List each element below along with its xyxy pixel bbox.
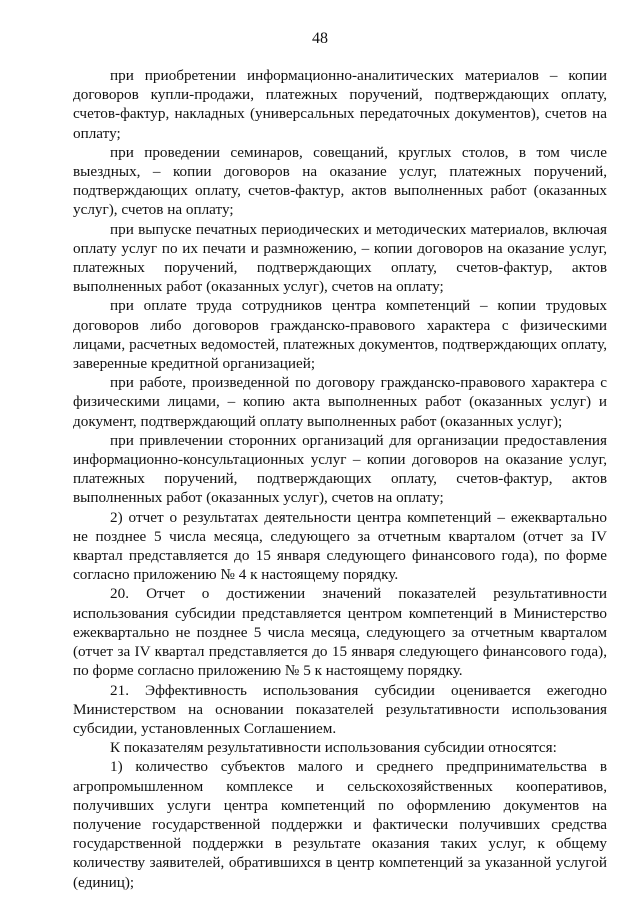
paragraph-third-party-organizations: при привлечении сторонних организаций для организации предоставления информационно-консультационных услуг – копии договоров на оказание услуг, платежных поручений, подтверждающих оплату, счетов-фактур, актов выполненных работ (оказанных услуг), счетов на оплату; (73, 431, 607, 507)
paragraph-clause-20: 20. Отчет о достижении значений показателей результативности использования субсидии представляется центром компетенций в Министерство ежеквартально не позднее 5 числа месяца, следующего за отчетным кварталом (отчет за IV квартал представляется до 15 января следующего финансового года), по форме согласно приложению № 5 к настоящему порядку. (73, 585, 607, 680)
paragraph-activity-report: 2) отчет о результатах деятельности центра компетенций – ежеквартально не позднее 5 числа месяца, следующего за отчетным кварталом (отчет за IV квартал представляется до 15 января следующего финансового года), по форме согласно приложению № 4 к настоящему порядку. (73, 508, 607, 584)
paragraph-seminars: при проведении семинаров, совещаний, круглых столов, в том числе выездных, – копии договоров на оказание услуг, платежных поручений, подтверждающих оплату, счетов-фактур, актов выполненных работ (оказанных услуг), счетов на оплату; (73, 143, 607, 219)
paragraph-indicator-1: 1) количество субъектов малого и среднего предпринимательства в агропромышленном комплексе и сельскохозяйственных кооперативов, получивших услуги центра компетенций по оформлению документов на получение государственной поддержки и фактически получивших средства государственной поддержки в результате оказания таких услуг, к общему количеству заявителей, обратившихся в центр компетенций за указанной услугой (единиц); (73, 758, 607, 891)
paragraph-clause-21: 21. Эффективность использования субсидии оценивается ежегодно Министерством на основании показателей результативности использования субсидии, установленных Соглашением. (73, 681, 607, 737)
paragraph-staff-payment: при оплате труда сотрудников центра компетенций – копии трудовых договоров либо договоров гражданско-правового характера с физическими лицами, расчетных ведомостей, платежных документов, подтверждающих оплату, заверенные кредитной организацией; (73, 297, 607, 373)
page-number: 48 (312, 30, 328, 47)
paragraph-indicators-intro: К показателям результативности использования субсидии относятся: (110, 739, 557, 757)
paragraph-civil-contract-work: при работе, произведенной по договору гражданско-правового характера с физическими лицами, – копию акта выполненных работ (оказанных услуг) и документ, подтверждающий оплату выполненных работ (оказанных услуг); (73, 374, 607, 430)
document-body (73, 66, 607, 892)
paragraph-printed-materials: при выпуске печатных периодических и методических материалов, включая оплату услуг по их печати и размножению, – копии договоров на оказание услуг, платежных поручений, подтверждающих оплату, счетов-фактур, актов выполненных работ (оказанных услуг), счетов на оплату; (73, 220, 607, 296)
paragraph-analytic-materials: при приобретении информационно-аналитических материалов – копии договоров купли-продажи, платежных поручений, подтверждающих оплату, счетов-фактур, накладных (универсальных передаточных документов), счетов на оплату; (73, 67, 607, 142)
